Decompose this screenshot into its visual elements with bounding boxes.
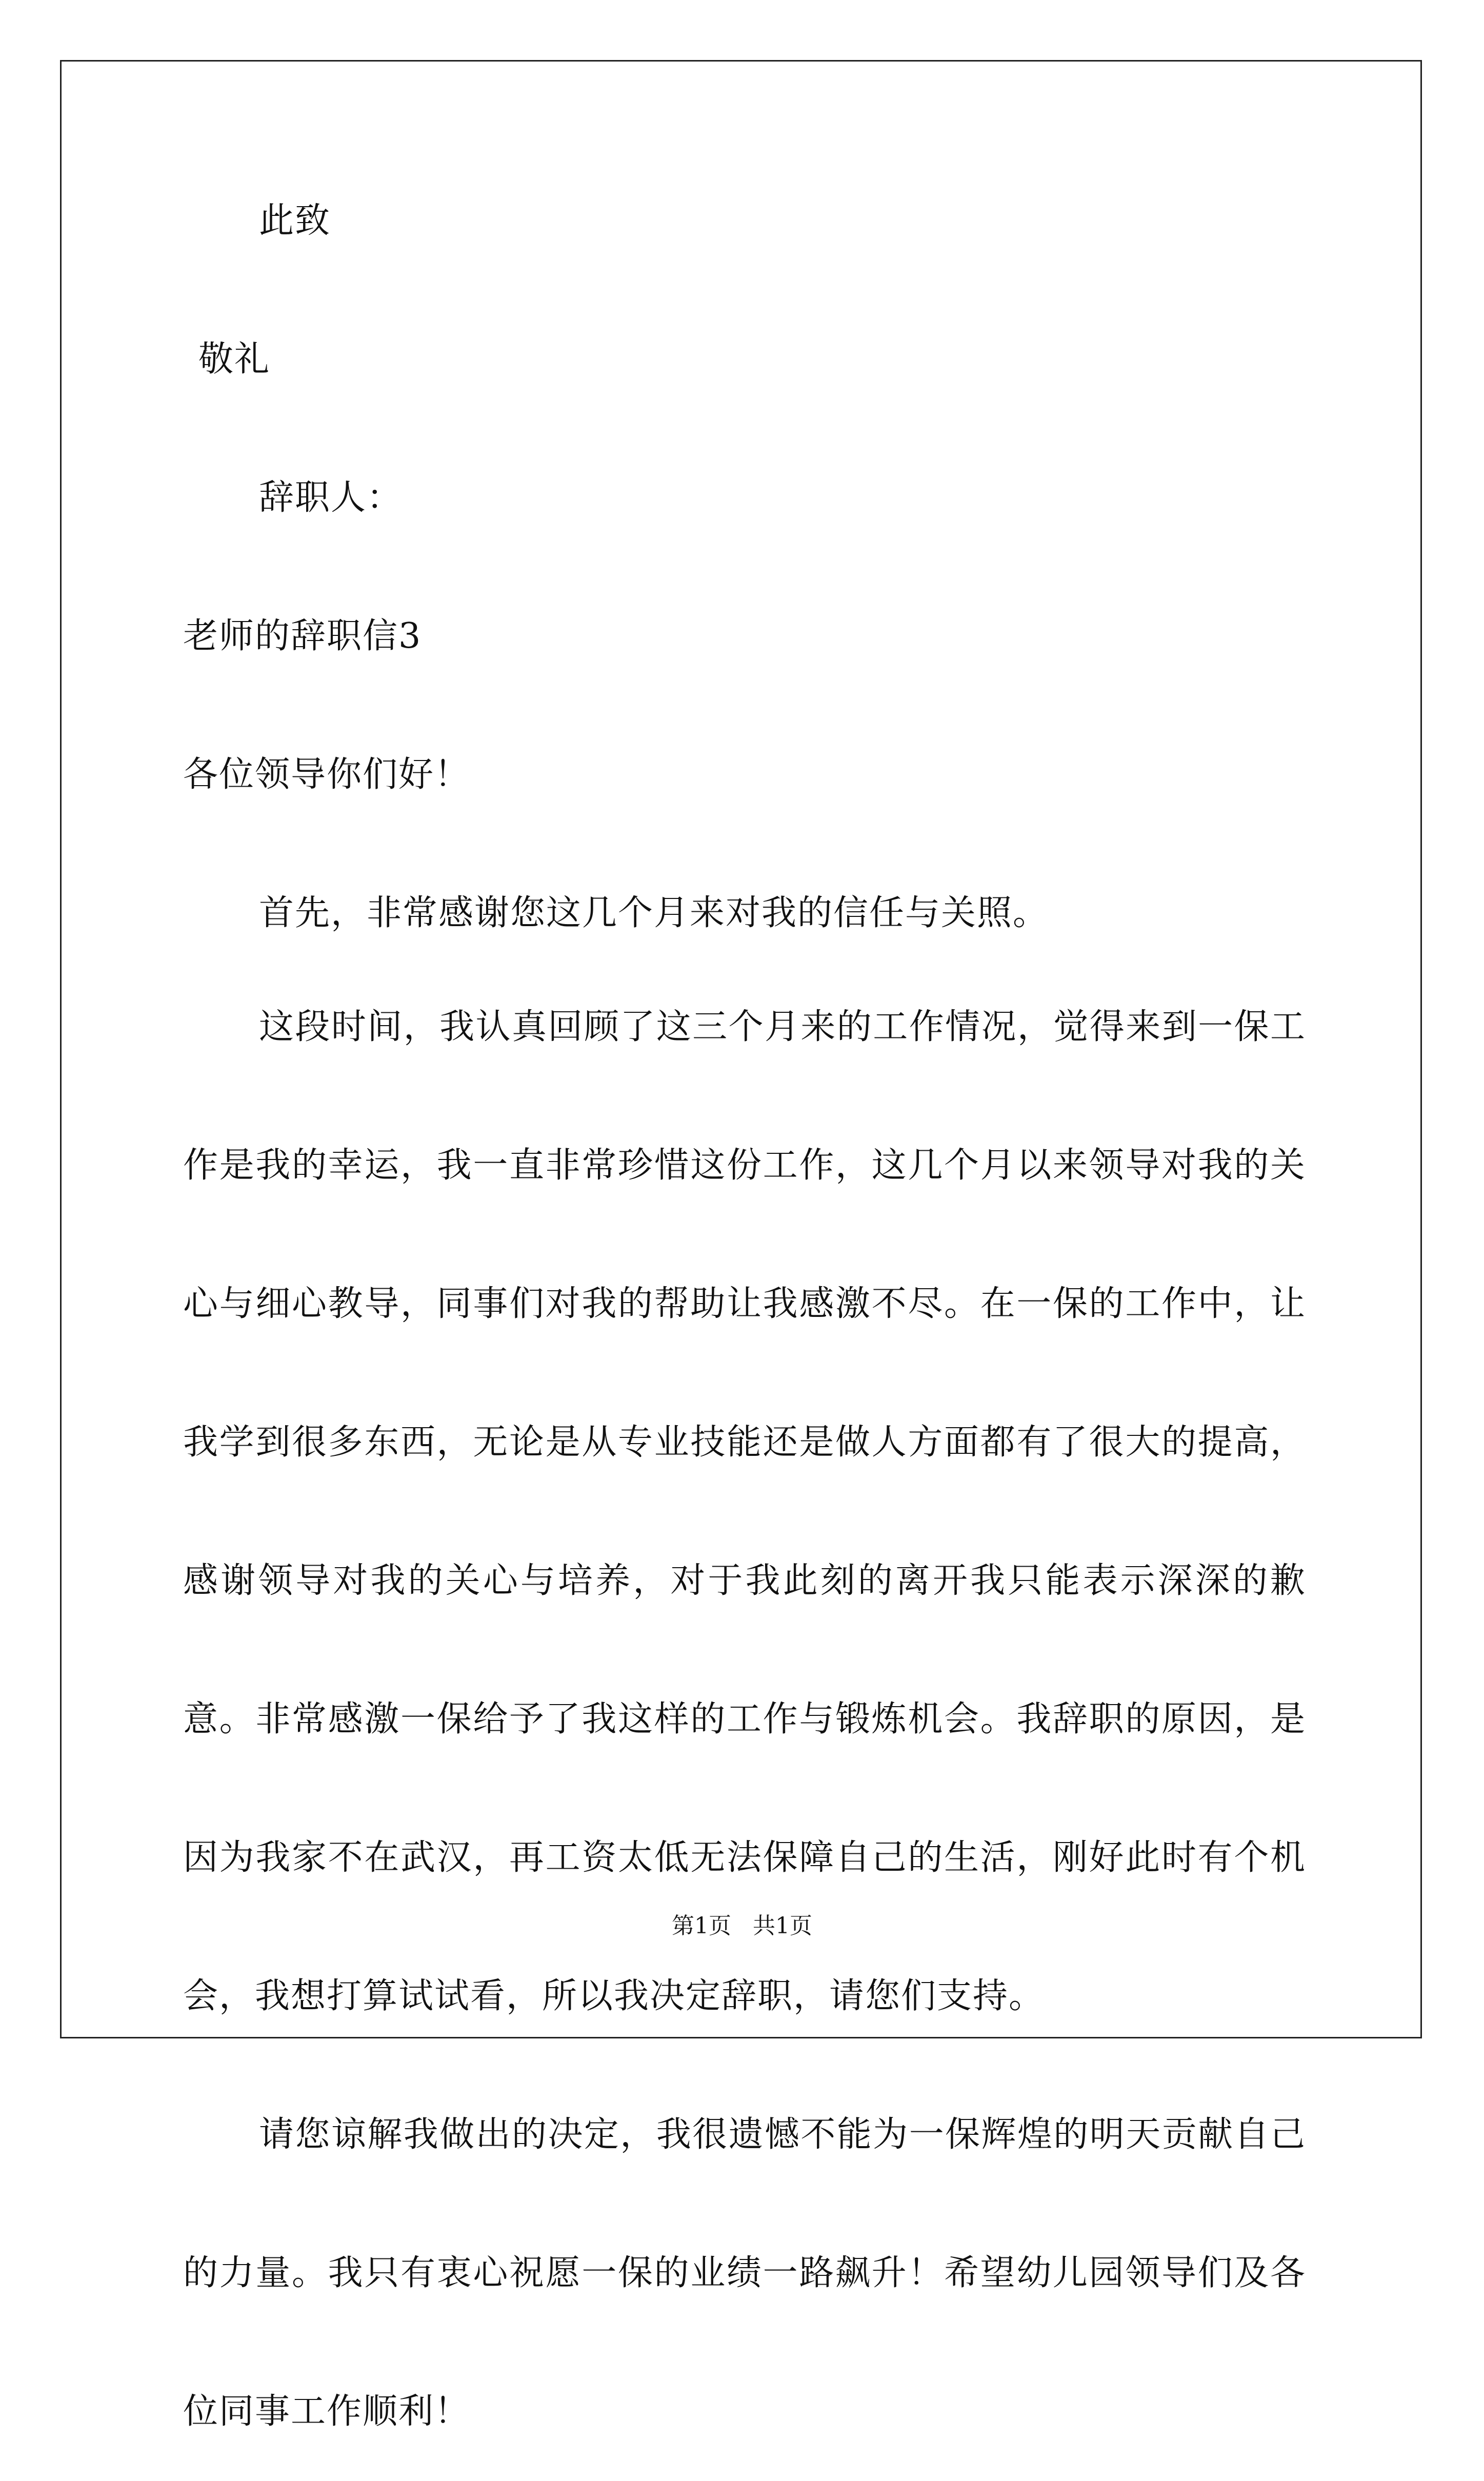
paragraph-2: 这段时间，我认真回顾了这三个月来的工作情况，觉得来到一保工作是我的幸运，我一直非常珍惜这份工作，这几个月以来领导对我的关心与细心教导，同事们对我的帮助让我感激不尽。在一保的工作中，让我学到很多东西，无论是从专业技能还是做人方面都有了很大的提高，感谢领导对我的关心与培养，对于我此刻的离开我只能表示深深的歉意。非常感激一保给予了我这样的工作与锻炼机会。我辞职的原因，是因为我家不在武汉，再工资太低无法保障自己的生活，刚好此时有个机会，我想打算试试看，所以我决定辞职，请您们支持。 bbox=[183, 1007, 1306, 2016]
signature-line: 辞职人： bbox=[259, 477, 403, 518]
paragraph-1: 首先，非常感谢您这几个月来对我的信任与关照。 bbox=[259, 893, 1049, 933]
letter-title: 老师的辞职信3 bbox=[183, 616, 422, 656]
letter-body bbox=[183, 201, 1306, 2481]
page-footer: 第1页 共1页 bbox=[672, 1913, 812, 1939]
closing-line-1: 此致 bbox=[259, 201, 331, 241]
paragraph-3: 请您谅解我做出的决定，我很遗憾不能为一保辉煌的明天贡献自己的力量。我只有衷心祝愿一保的业绩一路飙升！希望幼儿园领导们及各位同事工作顺利！ bbox=[183, 2114, 1306, 2432]
closing-line-2: 敬礼 bbox=[198, 339, 271, 379]
greeting: 各位领导你们好！ bbox=[183, 754, 471, 795]
